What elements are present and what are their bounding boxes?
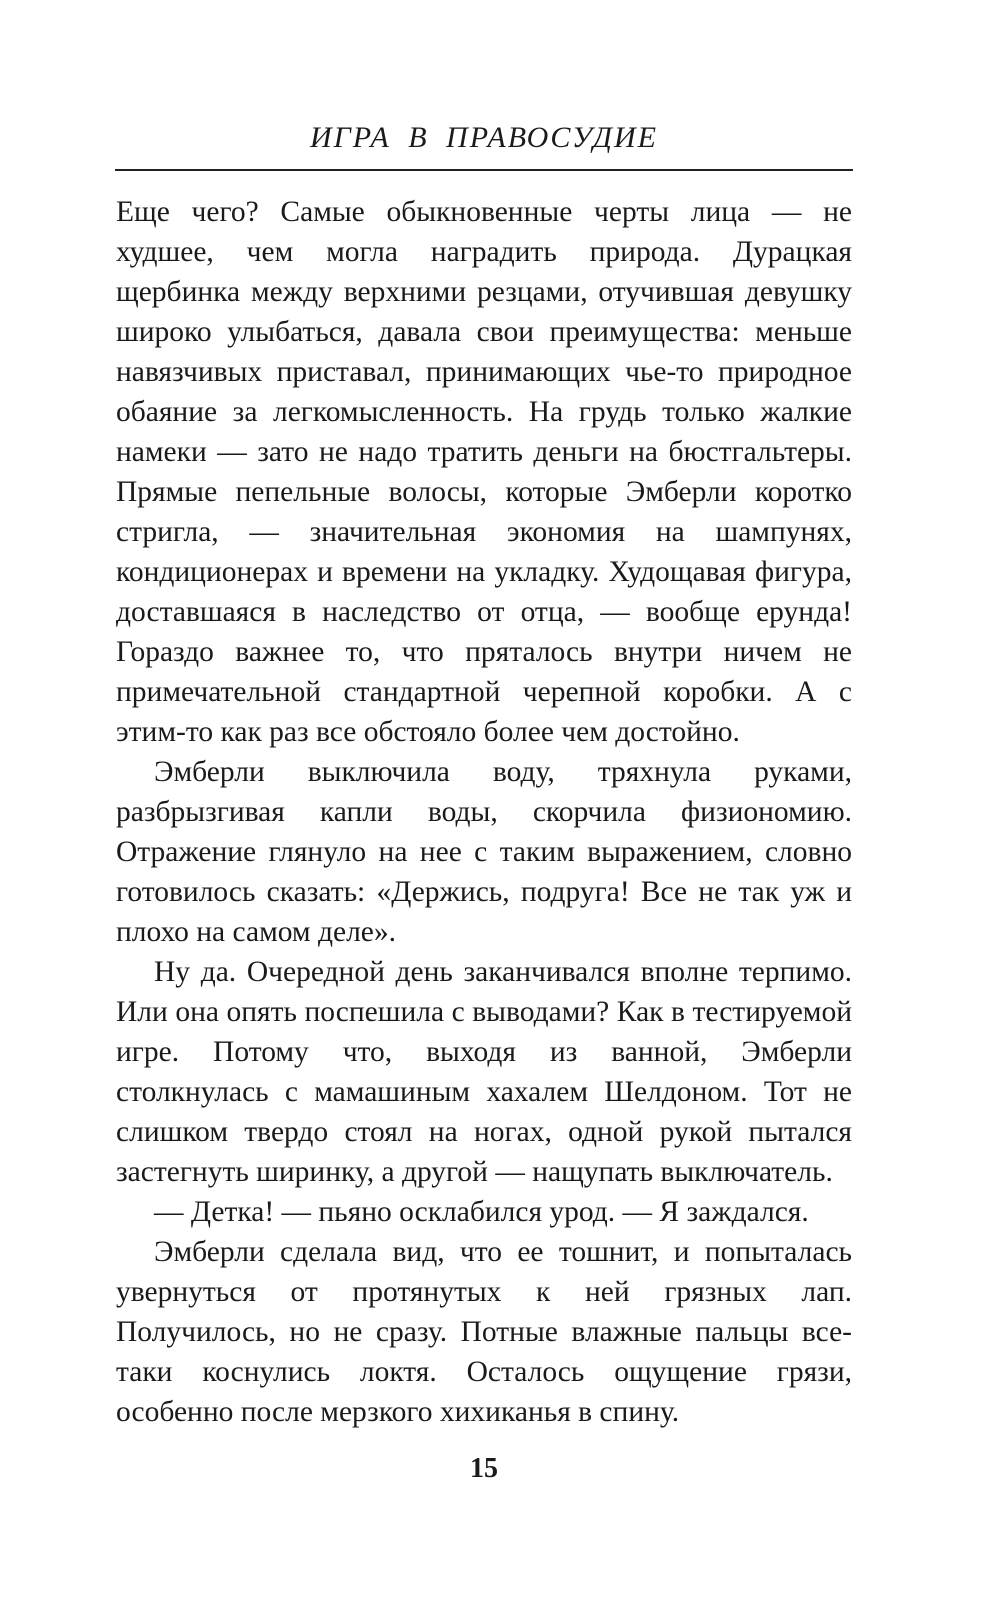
paragraph: — Детка! — пьяно осклабился урод. — Я заждался.	[154, 1196, 809, 1228]
paragraph: Ну да. Очередной день заканчивался вполне терпимо. Или она опять поспешила с выводами? Как в тестируемой игре. Потому что, выходя из ванной, Эмберли столкнулась с мамашиным хахалем Шелдоном. Тот не слишком твердо стоял на ногах, одной рукой пытался застегнуть ширинку, а другой — нащупать выключатель.	[116, 956, 852, 1188]
paragraph: Еще чего? Самые обыкновенные черты лица — не худшее, чем могла наградить природа. Дурацкая щербинка между верхними резцами, отучившая девушку широко улыбаться, давала свои преимущества: меньше навязчивых приставал, принимающих чье-то природное обаяние за легкомысленность. На грудь только жалкие намеки — зато не надо тратить деньги на бюстгальтеры. Прямые пепельные волосы, которые Эмберли коротко стригла, — значительная экономия на шампунях, кондиционерах и времени на укладку. Худощавая фигура, доставшаяся в наследство от отца, — вообще ерунда! Гораздо важнее то, что пряталось внутри ничем не примечательной стандартной черепной коробки. А с этим-то как раз все обстояло более чем достойно.	[116, 196, 852, 748]
page-number: 15	[470, 1453, 498, 1484]
paragraph: Эмберли сделала вид, что ее тошнит, и попыталась увернуться от протянутых к ней грязных лап. Получилось, но не сразу. Потные влажные пальцы все-таки коснулись локтя. Осталось ощущение грязи, особенно после мерзкого хихиканья в спину.	[116, 1236, 852, 1428]
running-head: ИГРА В ПРАВОСУДИЕ	[309, 121, 658, 154]
paragraph: Эмберли выключила воду, тряхнула руками, разбрызгивая капли воды, скорчила физиономию. Отражение глянуло на нее с таким выражением, словно готовилось сказать: «Держись, подруга! Все не так уж и плохо на самом деле».	[116, 756, 852, 948]
header-rule	[115, 169, 853, 171]
body-text	[116, 192, 852, 1432]
